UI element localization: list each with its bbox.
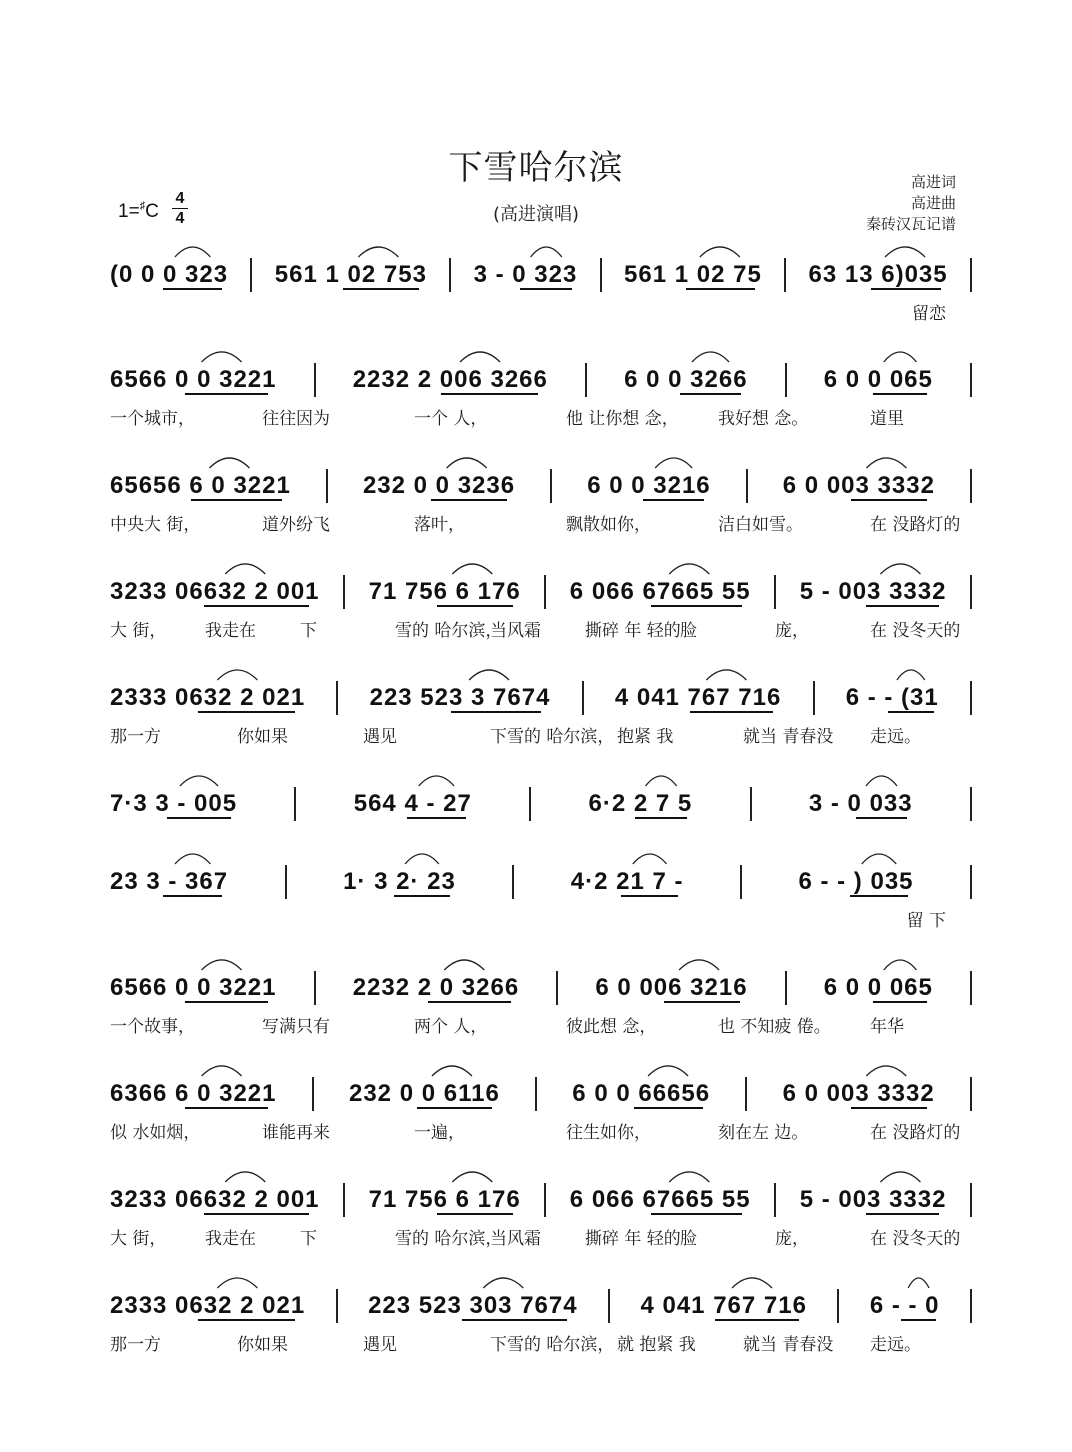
lyric-text: 那一方	[110, 727, 161, 747]
measure: 4·2 21 7 -	[570, 868, 684, 895]
beam-line	[856, 817, 908, 819]
song-title: 下雪哈尔滨	[448, 148, 624, 188]
bar-line	[585, 363, 587, 397]
bar-line	[314, 971, 316, 1005]
beam-line	[198, 1319, 296, 1321]
lyric-text: 撕碎 年 轻的	[585, 621, 681, 641]
lyrics-row	[110, 299, 972, 325]
beam-line	[715, 1319, 798, 1321]
lyric-text: 走远。	[870, 1335, 921, 1355]
lyric-text: 下雪的 哈尔滨，	[490, 1335, 615, 1355]
lyrics-row	[110, 1012, 972, 1038]
lyrics-row	[110, 1330, 972, 1356]
lyric-text: 飘散如你，	[566, 515, 651, 535]
measure: 3 - 0 323	[473, 261, 578, 288]
bar-line	[550, 469, 552, 503]
bar-line	[294, 787, 296, 821]
lyric-text: 遇见	[363, 1335, 397, 1355]
lyric-text: 撕碎 年 轻的	[585, 1229, 681, 1249]
lyric-text: 我走在	[205, 1229, 256, 1249]
bar-line	[250, 258, 252, 292]
time-signature-top: 4	[175, 190, 185, 207]
key-signature: 1=♯C	[118, 200, 159, 222]
beam-line	[888, 711, 935, 713]
lyrics-row	[110, 616, 972, 642]
beam-line	[204, 1213, 309, 1215]
beam-line	[407, 817, 466, 819]
bar-line	[970, 865, 972, 899]
beam-line	[850, 895, 908, 897]
measure: 6566 0 0 3221	[110, 366, 277, 393]
bar-line	[970, 575, 972, 609]
bar-line	[512, 865, 514, 899]
sharp-sign: ♯	[139, 200, 146, 212]
beam-line	[441, 393, 539, 395]
bar-line	[774, 575, 776, 609]
lyric-text: 庞，	[775, 1229, 809, 1249]
lyricist-credit: 高进词	[910, 173, 956, 191]
lyric-text: 我好想 念。	[718, 409, 809, 429]
bar-line	[740, 865, 742, 899]
bar-line	[784, 258, 786, 292]
lyric-text: 下	[300, 621, 317, 641]
lyric-text: 当风霜	[490, 1229, 541, 1249]
beam-line	[185, 1001, 268, 1003]
bar-line	[970, 363, 972, 397]
measure: 6 0 0 065	[823, 974, 933, 1001]
bar-line	[449, 258, 451, 292]
lyrics-row	[110, 404, 972, 430]
beam-line	[417, 1107, 492, 1109]
lyric-text: 往往因为	[262, 409, 330, 429]
bar-line	[970, 681, 972, 715]
lyric-text: 一遍，	[414, 1123, 465, 1143]
bar-line	[970, 258, 972, 292]
transcriber-credit: 秦砖汉瓦记谱	[865, 215, 956, 233]
measure: 2333 0632 2 021	[110, 684, 306, 711]
lyric-text: 那一方	[110, 1335, 161, 1355]
measure: 6 066 67665 55	[569, 578, 751, 605]
lyric-text: 在 没路灯的	[870, 515, 961, 535]
bar-line	[837, 1289, 839, 1323]
lyric-text: 留恋	[912, 304, 946, 324]
lyric-text: 我走在	[205, 621, 256, 641]
bar-line	[750, 787, 752, 821]
lyric-text: 似 水如烟，	[110, 1123, 201, 1143]
bar-line	[970, 971, 972, 1005]
measure: 223 523 303 7674	[368, 1292, 578, 1319]
lyric-text: 中央大 街，	[110, 515, 201, 535]
lyric-text: 就 抱紧 我	[617, 1335, 696, 1355]
measure: 2232 2 0 3266	[352, 974, 520, 1001]
lyric-text: 脸	[680, 1229, 697, 1249]
measure: 7·3 3 - 005	[110, 790, 238, 817]
performer-note: (高进演唱)	[492, 204, 580, 225]
beam-line	[163, 288, 222, 290]
bar-line	[326, 469, 328, 503]
lyric-text: 你如果	[237, 1335, 288, 1355]
lyric-text: 落叶，	[414, 515, 465, 535]
measure: 6566 0 0 3221	[110, 974, 277, 1001]
bar-line	[336, 681, 338, 715]
measure: 23 3 - 367	[110, 868, 229, 895]
measure: 3233 06632 2 001	[110, 578, 320, 605]
measure: 6 066 67665 55	[569, 1186, 751, 1213]
bar-line	[556, 971, 558, 1005]
bar-line	[785, 363, 787, 397]
beam-line	[185, 1107, 268, 1109]
measure: 4 041 767 716	[614, 684, 782, 711]
beam-line	[851, 499, 927, 501]
measure: 4 041 767 716	[640, 1292, 807, 1319]
lyric-text: 一个 人，	[414, 409, 488, 429]
beam-line	[690, 711, 773, 713]
measure: 3233 06632 2 001	[110, 1186, 320, 1213]
bar-line	[343, 575, 345, 609]
lyric-text: 在 没冬天的	[870, 621, 961, 641]
beam-line	[866, 1213, 939, 1215]
beam-line	[191, 499, 281, 501]
lyric-text: 在 没冬天的	[870, 1229, 961, 1249]
measure: 3 - 0 033	[808, 790, 913, 817]
composer-credit: 高进曲	[910, 194, 956, 212]
beam-line	[343, 288, 419, 290]
beam-line	[901, 1319, 936, 1321]
measure: 1· 3 2· 23	[343, 868, 456, 895]
measure: 5 - 003 3332	[799, 1186, 947, 1213]
beam-line	[198, 711, 296, 713]
lyric-text: 道里	[870, 409, 904, 429]
lyric-text: 遇见	[363, 727, 397, 747]
lyric-text: 往生如你，	[566, 1123, 651, 1143]
notation-row	[110, 862, 972, 902]
lyric-text: 洁白如雪。	[718, 515, 803, 535]
beam-line	[664, 1001, 740, 1003]
bar-line	[336, 1289, 338, 1323]
lyric-text: 就当 青春没	[743, 727, 834, 747]
lyrics-row	[110, 1118, 972, 1144]
bar-line	[970, 1289, 972, 1323]
beam-line	[680, 393, 742, 395]
beam-line	[635, 817, 687, 819]
bar-line	[970, 1077, 972, 1111]
time-signature-bottom: 4	[175, 210, 185, 227]
bar-line	[529, 787, 531, 821]
measure: 63 13 6)035	[808, 261, 948, 288]
measure: 6 0 0 66656	[572, 1080, 711, 1107]
beam-line	[185, 393, 268, 395]
beam-line	[462, 1319, 567, 1321]
bar-line	[544, 575, 546, 609]
beam-line	[428, 1001, 511, 1003]
measure: 5 - 003 3332	[799, 578, 947, 605]
bar-line	[813, 681, 815, 715]
beam-line	[163, 895, 222, 897]
beam-line	[167, 817, 231, 819]
beam-line	[651, 605, 741, 607]
measure: 232 0 0 3236	[362, 472, 516, 499]
beam-line	[873, 393, 928, 395]
beam-line	[431, 499, 507, 501]
beam-line	[866, 605, 939, 607]
bar-line	[970, 469, 972, 503]
beam-line	[686, 288, 755, 290]
lyrics-row	[110, 722, 972, 748]
measure: 561 1 02 753	[274, 261, 427, 288]
bar-line	[970, 787, 972, 821]
measure: 232 0 0 6116	[348, 1080, 500, 1107]
measure: 6 0 0 3266	[624, 366, 748, 393]
lyric-text: 当风霜	[490, 621, 541, 641]
lyric-text: 庞，	[775, 621, 809, 641]
lyric-text: 抱紧 我	[617, 727, 674, 747]
measure: 6 0 006 3216	[595, 974, 748, 1001]
lyric-text: 年华	[870, 1017, 904, 1037]
lyric-text: 刻在左 边。	[718, 1123, 809, 1143]
measure: 6 0 003 3332	[782, 1080, 935, 1107]
measure: 564 4 - 27	[353, 790, 472, 817]
measure: (0 0 0 323	[110, 261, 229, 288]
bar-line	[582, 681, 584, 715]
beam-line	[451, 711, 541, 713]
bar-line	[785, 971, 787, 1005]
bar-line	[312, 1077, 314, 1111]
lyric-text: 在 没路灯的	[870, 1123, 961, 1143]
lyrics-row	[110, 828, 972, 854]
beam-line	[643, 499, 705, 501]
beam-line	[437, 1213, 513, 1215]
bar-line	[745, 1077, 747, 1111]
measure: 6 - - (31	[845, 684, 939, 711]
bar-line	[544, 1183, 546, 1217]
beam-line	[204, 605, 309, 607]
beam-line	[437, 605, 513, 607]
lyric-text: 下	[300, 1229, 317, 1249]
lyric-text: 脸	[680, 621, 697, 641]
lyric-text: 两个 人，	[414, 1017, 488, 1037]
lyric-text: 留 下	[906, 911, 946, 931]
measure: 2333 0632 2 021	[110, 1292, 306, 1319]
lyric-text: 也 不知疲 倦。	[718, 1017, 831, 1037]
beam-line	[394, 895, 450, 897]
lyrics-row	[110, 1224, 972, 1250]
beam-line	[520, 288, 572, 290]
beam-line	[871, 288, 941, 290]
beam-line	[873, 1001, 928, 1003]
bar-line	[535, 1077, 537, 1111]
lyric-text: 谁能再来	[262, 1123, 330, 1143]
lyric-text: 一个故事，	[110, 1017, 195, 1037]
lyric-text: 他 让你想 念，	[566, 409, 679, 429]
lyric-text: 雪的 哈尔滨，	[395, 1229, 503, 1249]
lyric-text: 下雪的 哈尔滨，	[490, 727, 615, 747]
measure: 65656 6 0 3221	[110, 472, 291, 499]
lyrics-row	[110, 510, 972, 536]
measure: 2232 2 006 3266	[352, 366, 548, 393]
bar-line	[746, 469, 748, 503]
bar-line	[608, 1289, 610, 1323]
lyric-text: 你如果	[237, 727, 288, 747]
bar-line	[314, 363, 316, 397]
time-signature	[172, 190, 188, 227]
bar-line	[343, 1183, 345, 1217]
measure: 6 - - ) 035	[798, 868, 914, 895]
lyric-text: 大 街，	[110, 1229, 167, 1249]
lyric-text: 一个城市，	[110, 409, 195, 429]
notation-row	[110, 784, 972, 824]
lyrics-row	[110, 906, 972, 932]
bar-line	[774, 1183, 776, 1217]
lyric-text: 道外纷飞	[262, 515, 330, 535]
bar-line	[970, 1183, 972, 1217]
measure: 6 - - 0	[869, 1292, 940, 1319]
lyric-text: 走远。	[870, 727, 921, 747]
measure: 6 0 003 3332	[782, 472, 935, 499]
beam-line	[851, 1107, 927, 1109]
measure: 71 756 6 176	[368, 1186, 521, 1213]
credits	[866, 172, 956, 235]
beam-line	[651, 1213, 741, 1215]
lyric-text: 雪的 哈尔滨，	[395, 621, 503, 641]
measure: 6 0 0 3216	[587, 472, 711, 499]
measure: 6366 6 0 3221	[110, 1080, 277, 1107]
lyric-text: 大 街，	[110, 621, 167, 641]
lyric-text: 就当 青春没	[743, 1335, 834, 1355]
bar-line	[285, 865, 287, 899]
measure: 6·2 2 7 5	[588, 790, 693, 817]
bar-line	[600, 258, 602, 292]
beam-line	[634, 1107, 703, 1109]
measure: 561 1 02 75	[624, 261, 762, 288]
measure: 223 523 3 7674	[369, 684, 551, 711]
lyric-text: 写满只有	[262, 1017, 330, 1037]
lyric-text: 彼此想 念，	[566, 1017, 657, 1037]
beam-line	[621, 895, 677, 897]
measure: 6 0 0 065	[823, 366, 933, 393]
measure: 71 756 6 176	[368, 578, 521, 605]
